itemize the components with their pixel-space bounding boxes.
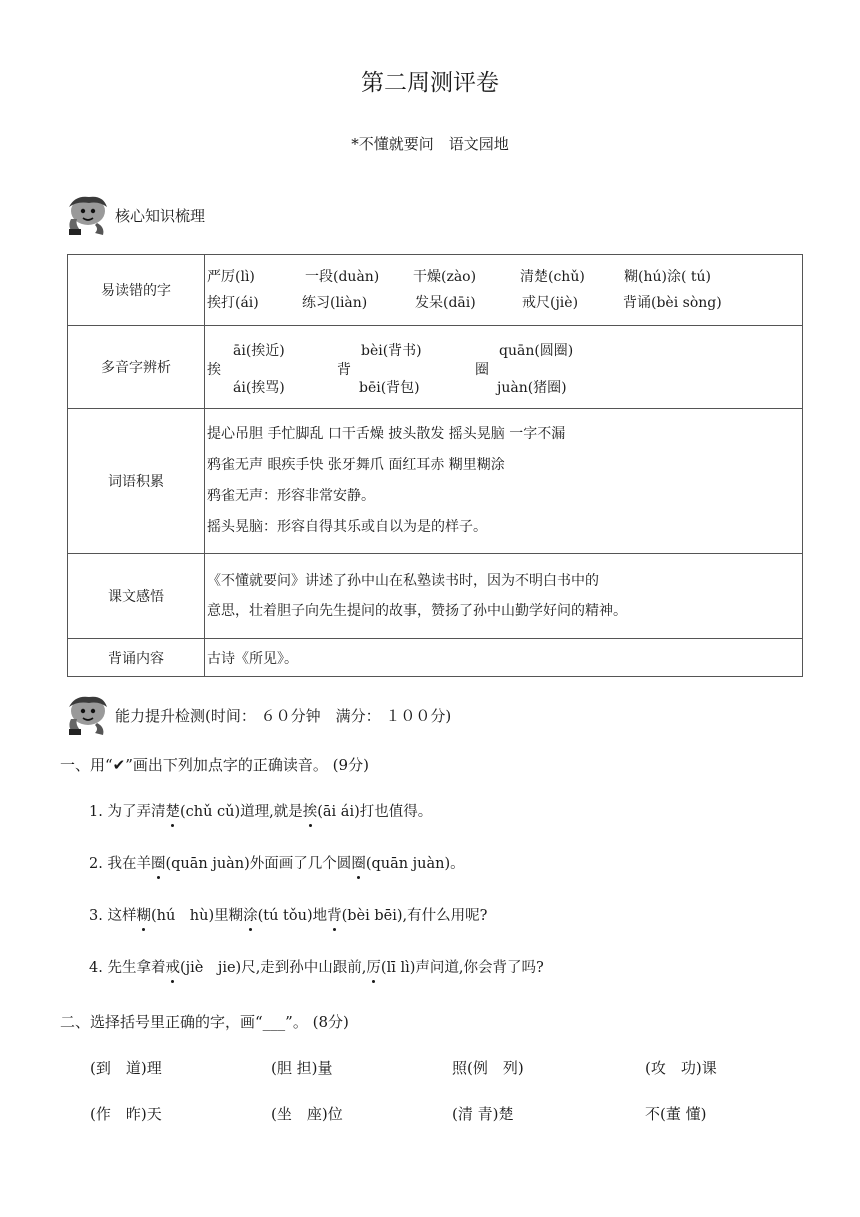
question-item <box>89 800 432 821</box>
mascot-icon <box>61 193 113 237</box>
option-item: 照(例 列) <box>452 1059 524 1077</box>
item-text: (āi ái)打也值得。 <box>317 804 433 820</box>
item-text: (hú hù)里糊 <box>150 908 244 924</box>
reading-item: āi(挨近) <box>233 342 285 359</box>
section-heading-test <box>61 693 451 737</box>
row-content <box>205 326 803 409</box>
list-item: 摇头晃脑：形容自得其乐或自以为是的样子。 <box>207 519 487 535</box>
dotted-char: 糊 <box>136 904 151 925</box>
word-item: 干燥(zào) <box>413 269 477 285</box>
word-item: 严厉(lì) <box>207 269 255 285</box>
dotted-char: 戒 <box>165 956 180 977</box>
reading-item: bēi(背包) <box>359 379 420 396</box>
item-text: (jiè jie)尺,走到孙中山跟前, <box>179 960 367 976</box>
item-number: 2. <box>89 856 103 872</box>
table-row <box>68 255 803 326</box>
polyphonic-char: 挨 <box>207 361 221 378</box>
table-row <box>68 409 803 554</box>
item-text: 为了弄清 <box>107 804 166 820</box>
item-text: (chǔ cǔ)道理,就是 <box>179 804 303 820</box>
polyphonic-char: 圈 <box>475 361 489 378</box>
page-subtitle: *不懂就要问 语文园地 <box>351 135 509 153</box>
row-label: 课文感悟 <box>68 554 205 639</box>
section-heading-label: 核心知识梳理 <box>115 206 206 225</box>
word-item: 戒尺(jiè) <box>522 295 579 311</box>
item-text: (tú tǒu)地 <box>257 908 328 924</box>
item-text: (quān juàn)。 <box>365 856 465 872</box>
word-item: 糊(hú)涂( tú) <box>624 269 711 285</box>
option-item: (作 昨)天 <box>90 1105 162 1123</box>
section-heading-knowledge <box>61 193 205 237</box>
row-label: 词语积累 <box>68 409 205 554</box>
word-item: 一段(duàn) <box>305 269 380 285</box>
question-item <box>89 852 465 873</box>
word-item: 发呆(dāi) <box>415 295 476 311</box>
row-content: 古诗《所见》。 <box>205 639 803 677</box>
item-number: 1. <box>89 804 103 820</box>
table-row <box>68 554 803 639</box>
word-item: 背诵(bèi sòng) <box>623 295 722 311</box>
option-item: (清 青)楚 <box>452 1105 514 1123</box>
row-content <box>205 554 803 639</box>
mascot-icon <box>61 693 113 737</box>
list-item: 鸦雀无声：形容非常安静。 <box>207 488 375 504</box>
word-item: 练习(liàn) <box>302 295 368 311</box>
list-item: 鸦雀无声 眼疾手快 张牙舞爪 面红耳赤 糊里糊涂 <box>207 457 505 473</box>
item-text: (quān juàn)外面画了几个圆 <box>165 856 352 872</box>
list-item: 《不懂就要问》讲述了孙中山在私塾读书时，因为不明白书中的 <box>207 573 599 589</box>
row-content <box>205 409 803 554</box>
list-item <box>207 264 802 290</box>
dotted-char: 涂 <box>243 904 258 925</box>
list-item: 提心吊胆 手忙脚乱 口干舌燥 披头散发 摇头晃脑 一字不漏 <box>207 426 566 442</box>
section-heading-label: 能力提升检测(时间： ６０分钟 满分： １００分) <box>115 706 452 725</box>
row-content <box>205 255 803 326</box>
option-item: (攻 功)课 <box>645 1059 717 1077</box>
list-item <box>207 290 802 316</box>
item-text: 先生拿着 <box>107 960 166 976</box>
item-number: 3. <box>89 908 103 924</box>
row-label: 易读错的字 <box>68 255 205 326</box>
option-item: (到 道)理 <box>90 1059 162 1077</box>
reading-item: ái(挨骂) <box>233 379 285 396</box>
dotted-char: 楚 <box>165 800 180 821</box>
reading-item: juàn(猪圈) <box>497 379 567 396</box>
question-2-title: 二、选择括号里正确的字，画“___”。 (8分) <box>60 1013 349 1031</box>
item-number: 4. <box>89 960 103 976</box>
question-1-title: 一、用“✔”画出下列加点字的正确读音。 (9分) <box>60 756 369 774</box>
polyphonic-char: 背 <box>337 361 351 378</box>
reading-item: quān(圆圈) <box>499 342 574 359</box>
question-item <box>89 904 487 925</box>
list-item: 意思，壮着胆子向先生提问的故事，赞扬了孙中山勤学好问的精神。 <box>207 603 627 619</box>
question-item <box>89 956 544 977</box>
dotted-char: 厉 <box>366 956 381 977</box>
page-title: 第二周测评卷 <box>361 70 499 96</box>
row-label: 背诵内容 <box>68 639 205 677</box>
dotted-char: 圈 <box>151 852 166 873</box>
dotted-char: 圈 <box>351 852 366 873</box>
polyphonic-group <box>207 340 802 395</box>
item-text: (bèi bēi),有什么用呢? <box>341 908 488 924</box>
word-item: 挨打(ái) <box>207 295 259 311</box>
table-row <box>68 326 803 409</box>
option-item: (胆 担)量 <box>271 1059 333 1077</box>
item-text: 我在羊 <box>107 856 151 872</box>
table-row <box>68 639 803 677</box>
word-item: 清楚(chǔ) <box>520 269 585 285</box>
item-text: (lī lì)声问道,你会背了吗? <box>380 960 544 976</box>
reading-item: bèi(背书) <box>361 342 422 359</box>
dotted-char: 背 <box>327 904 342 925</box>
dotted-char: 挨 <box>303 800 318 821</box>
item-text: 这样 <box>107 908 137 924</box>
knowledge-table <box>67 254 803 677</box>
option-item: 不(董 懂) <box>645 1105 707 1123</box>
row-label: 多音字辨析 <box>68 326 205 409</box>
option-item: (坐 座)位 <box>271 1105 343 1123</box>
